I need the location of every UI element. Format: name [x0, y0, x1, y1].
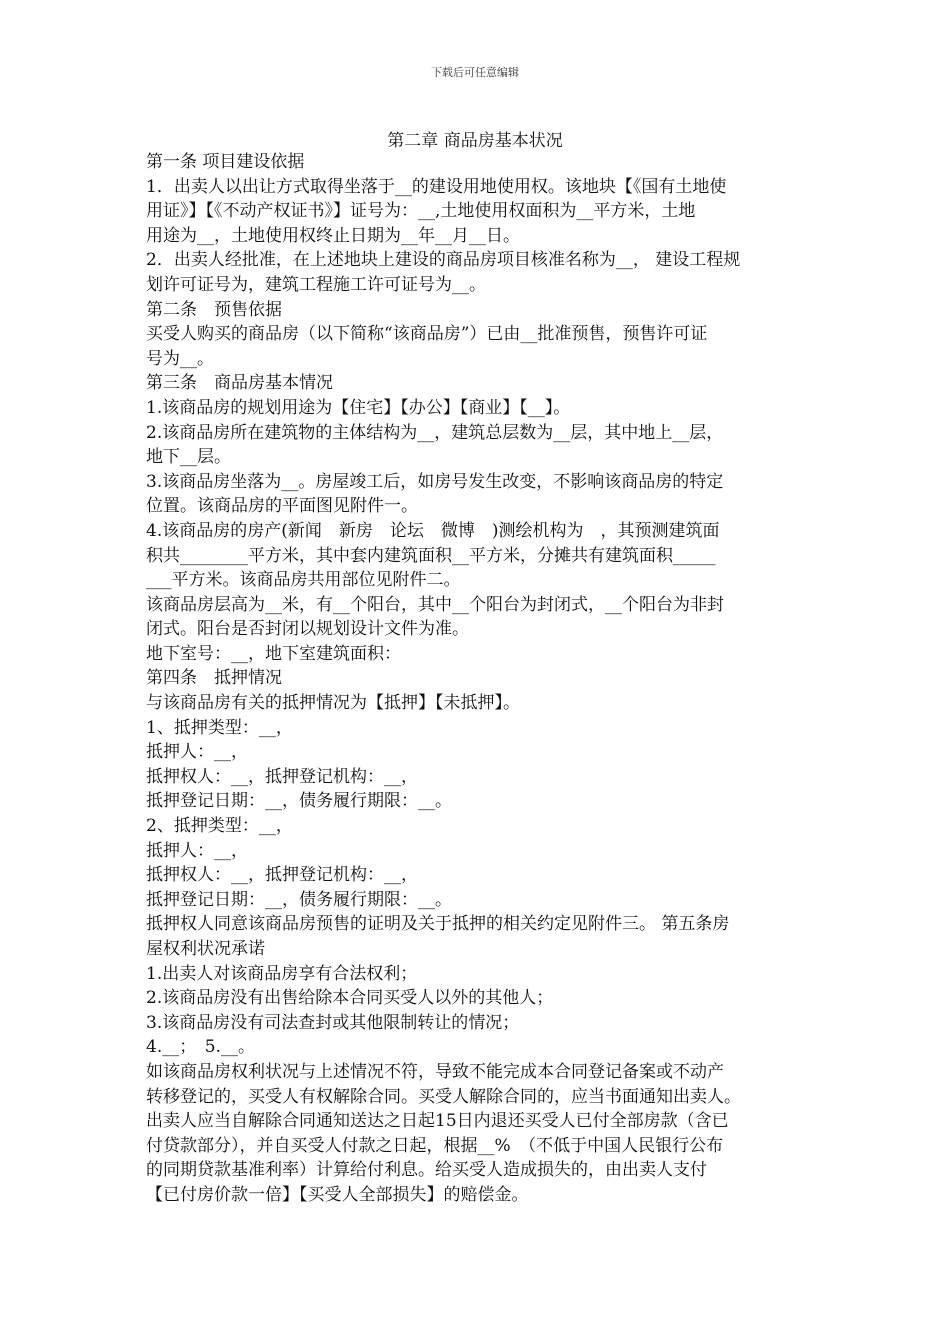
text-line: 2.该商品房所在建筑物的主体结构为__，建筑总层数为__层，其中地上__层， [146, 422, 724, 443]
text-line: 2．出卖人经批准，在上述地块上建设的商品房项目核准名称为__， 建设工程规 [146, 250, 741, 271]
text-line: 该商品房层高为__米，有__个阳台，其中__个阳台为封闭式，__个阳台为非封 [146, 594, 724, 615]
text-line: 4.该商品房的房产(新闻 新房 论坛 微博 )测绘机构为 ，其预测建筑面 [146, 520, 720, 541]
text-line: 4.__； 5.__。 [146, 1037, 255, 1058]
text-line: 出卖人应当自解除合同通知送达之日起15日内退还买受人已付全部房款（含已 [146, 1111, 729, 1132]
text-line: 第二条 预售依据 [146, 299, 282, 320]
text-line: 用途为__，土地使用权终止日期为__年__月__日。 [146, 225, 520, 246]
text-line: 地下__层。 [146, 447, 231, 468]
chapter-title: 第二章 商品房基本状况 [387, 131, 563, 151]
text-line: 1.该商品房的规划用途为【住宅】【办公】【商业】【__】。 [146, 397, 571, 418]
text-line: 3.该商品房没有司法查封或其他限制转让的情况； [146, 1012, 520, 1033]
text-line: 【已付房价款一倍】【买受人全部损失】的赔偿金。 [146, 1184, 529, 1205]
text-line: 号为__。 [146, 348, 214, 369]
text-line: 抵押登记日期：__，债务履行期限：__。 [146, 889, 452, 910]
text-line: 买受人购买的商品房（以下简称“该商品房”）已由__批准预售，预售许可证 [146, 324, 708, 345]
text-line: 的同期贷款基准利率）计算给付利息。给买受人造成损失的，由出卖人支付 [146, 1160, 707, 1181]
text-line: 第三条 商品房基本情况 [146, 373, 333, 394]
text-line: 地下室号：__，地下室建筑面积： [146, 643, 401, 664]
page-header-note: 下载后可任意编辑 [431, 66, 519, 79]
text-line: 抵押登记日期：__，债务履行期限：__。 [146, 791, 452, 812]
text-line: 与该商品房有关的抵押情况为【抵押】【未抵押】。 [146, 693, 520, 714]
text-line: 抵押权人：__，抵押登记机构：__， [146, 865, 418, 886]
text-line: 如该商品房权利状况与上述情况不符，导致不能完成本合同登记备案或不动产 [146, 1061, 724, 1082]
text-line: 屋权利状况承诺 [146, 939, 265, 959]
text-line: 1.出卖人对该商品房享有合法权利； [146, 963, 418, 984]
text-line: 3.该商品房坐落为__。房屋竣工后，如房号发生改变，不影响该商品房的特定 [146, 471, 724, 492]
text-line: 抵押人：__， [146, 742, 248, 763]
text-line: 抵押权人：__，抵押登记机构：__， [146, 766, 418, 787]
text-line: 付贷款部分），并自买受人付款之日起，根据__% （不低于中国人民银行公布 [146, 1135, 724, 1156]
text-line: 闭式。阳台是否封闭以规划设计文件为准。 [146, 619, 469, 640]
text-line: 抵押权人同意该商品房预售的证明及关于抵押的相关约定见附件三。 第五条房 [146, 914, 730, 935]
text-line: ___平方米。该商品房共用部位见附件二。 [146, 570, 461, 591]
text-line: 用证》】【《不动产权证书》】证号为：__,土地使用权面积为__平方米，土地 [146, 201, 696, 222]
text-line: 1．出卖人以出让方式取得坐落于__的建设用地使用权。该地块【《国有土地使 [146, 176, 727, 197]
text-line: 划许可证号为，建筑工程施工许可证号为__。 [146, 274, 486, 295]
text-line: 第一条 项目建设依据 [146, 152, 305, 172]
text-line: 2、抵押类型：__， [146, 816, 293, 837]
text-line: 抵押人：__， [146, 840, 248, 861]
document-body [146, 150, 806, 1208]
text-line: 第四条 抵押情况 [146, 668, 282, 689]
text-line: 1、抵押类型：__， [146, 717, 293, 738]
text-line: 位置。该商品房的平面图见附件一。 [146, 496, 418, 517]
text-line: 2.该商品房没有出售给除本合同买受人以外的其他人； [146, 988, 554, 1009]
text-line: 转移登记的，买受人有权解除合同。买受人解除合同的，应当书面通知出卖人。 [146, 1086, 741, 1107]
text-line: 积共________平方米，其中套内建筑面积__平方米，分摊共有建筑面积_____ [146, 545, 716, 566]
